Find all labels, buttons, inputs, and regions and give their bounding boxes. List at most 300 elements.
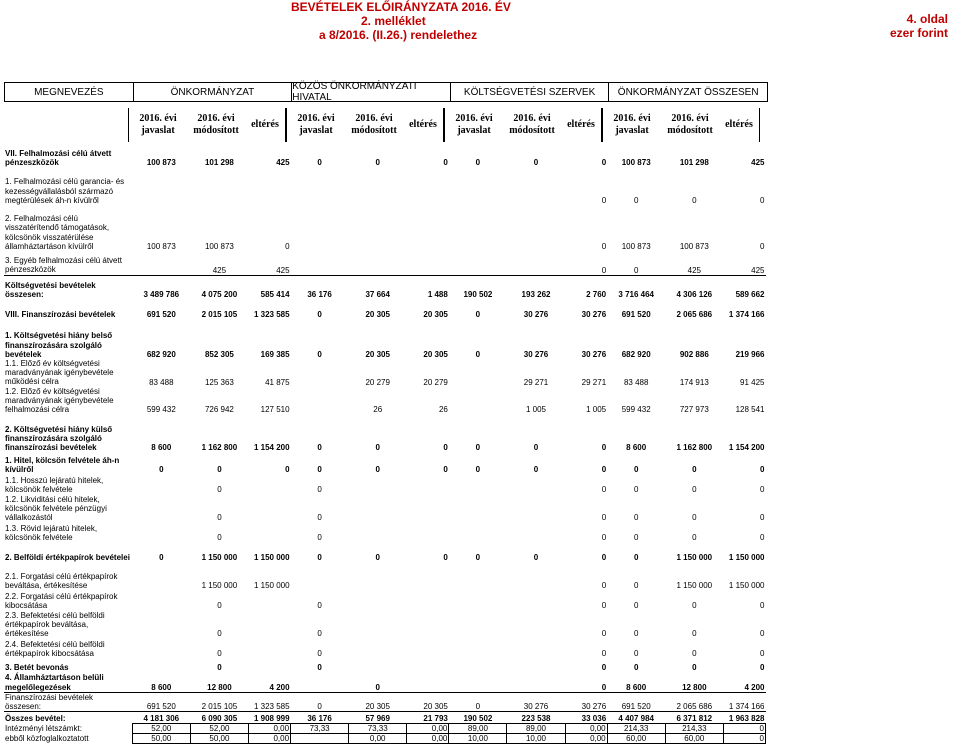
value-cell: 4 075 200	[190, 275, 248, 299]
value-cell: 0	[760, 242, 765, 251]
value-cell	[291, 734, 349, 744]
table-row	[4, 251, 766, 275]
value-cell: 4 200	[744, 682, 765, 692]
value-cell: 37 664	[349, 275, 407, 299]
row-label: Összes bevétel:	[4, 712, 132, 724]
value-cell	[291, 672, 349, 692]
value-cell: 0	[723, 734, 765, 744]
value-cell	[507, 610, 565, 638]
value-cell: 0	[317, 663, 322, 673]
value-cell: 0	[443, 158, 448, 167]
value-cell: 30 276	[581, 350, 607, 359]
value-cell: 726 942	[204, 405, 234, 415]
value-cell: 0	[533, 553, 539, 563]
value-cell: 4 306 126	[665, 275, 723, 299]
value-cell: 0	[285, 465, 290, 475]
subheader-cell: 2016. évi javaslat	[455, 113, 493, 136]
value-cell	[507, 562, 565, 590]
value-cell: 30 276	[565, 692, 607, 711]
value-cell	[449, 562, 507, 590]
value-cell: 0	[760, 465, 765, 475]
table-row	[4, 712, 766, 724]
value-cell	[407, 672, 449, 692]
value-cell: 682 920	[146, 350, 176, 359]
value-cell: 0	[601, 649, 607, 659]
value-cell: 0	[291, 692, 349, 711]
row-label: 2.3. Befektetési célú belföldi értékpapírok beváltása, értékesítése	[5, 610, 105, 639]
row-label: 2.1. Forgatási célú értékpapírok beváltása, értékesítése	[5, 571, 118, 591]
value-cell	[449, 474, 507, 494]
value-cell: 0	[723, 724, 765, 734]
value-cell: 0	[159, 465, 164, 475]
value-cell: 1 908 999	[248, 712, 290, 724]
value-cell: 1 374 166	[728, 310, 765, 319]
value-cell: 0	[601, 601, 607, 611]
value-cell: 0,00	[407, 734, 449, 744]
col-group-kozos-hivatal: KÖZÖS ÖNKORMÁNYZATI HIVATAL	[292, 83, 451, 101]
value-cell: 20 279	[423, 377, 448, 387]
value-cell	[132, 251, 190, 275]
row-label: 1.2. Előző év költségvetési maradványának igénybevétele felhalmozási célra	[5, 386, 114, 415]
value-cell	[248, 474, 290, 494]
value-cell: 8 600	[151, 682, 172, 692]
value-cell: 3 716 464	[607, 275, 665, 299]
value-cell: 57 969	[349, 712, 407, 724]
value-cell: 1 005	[586, 405, 607, 415]
value-cell: 0	[375, 553, 380, 563]
group-header	[4, 82, 768, 102]
value-cell	[449, 610, 507, 638]
value-cell: 0	[692, 465, 697, 475]
value-cell	[349, 562, 407, 590]
value-cell	[507, 474, 565, 494]
table-row	[4, 522, 766, 542]
value-cell: 20 305	[423, 350, 448, 359]
value-cell: 100 873	[679, 242, 709, 251]
value-cell: 89,00	[507, 724, 565, 734]
value-cell: 0	[475, 443, 481, 453]
value-cell: 0	[443, 553, 448, 563]
value-cell: 682 920	[621, 350, 651, 359]
value-cell	[449, 638, 507, 658]
value-cell: 0	[317, 513, 322, 523]
value-cell: 0	[692, 196, 697, 205]
table-row	[4, 658, 766, 672]
row-label: 4. Államháztartáson belüli megelőlegezések	[5, 673, 104, 692]
value-cell: 0	[317, 601, 322, 611]
value-cell: 125 363	[204, 377, 234, 387]
value-cell: 30 276	[523, 350, 549, 359]
row-label: VII. Felhalmozási célú átvett pénzeszközök	[5, 148, 112, 167]
value-cell	[507, 167, 565, 205]
value-cell: 1 154 200	[253, 443, 290, 453]
value-cell: 0	[760, 485, 765, 495]
value-cell: 0	[633, 553, 639, 563]
value-cell: 0	[760, 513, 765, 523]
value-cell	[349, 205, 407, 251]
value-cell: 223 538	[507, 712, 565, 724]
value-cell: 425	[212, 265, 227, 275]
value-cell: 0,00	[565, 724, 607, 734]
value-cell: 169 385	[260, 350, 290, 359]
sub-header	[128, 108, 766, 142]
subheader-group	[602, 108, 760, 142]
value-cell: 2 760	[565, 275, 607, 299]
value-cell: 0	[692, 485, 697, 495]
value-cell	[407, 610, 449, 638]
value-cell: 60,00	[607, 734, 665, 744]
value-cell	[407, 494, 449, 522]
value-cell: 1 150 000	[253, 581, 290, 591]
value-cell: 425	[751, 265, 765, 275]
value-cell: 20 305	[407, 692, 449, 711]
value-cell: 0	[601, 663, 607, 673]
table-row	[4, 724, 766, 734]
value-cell: 0	[317, 443, 322, 453]
value-cell	[349, 474, 407, 494]
value-cell: 0	[217, 485, 222, 495]
subheader-cell: eltérés	[409, 119, 437, 130]
value-cell: 2 015 105	[201, 310, 238, 319]
value-cell: 727 973	[679, 405, 709, 415]
subheader-cell: 2016. évi javaslat	[297, 113, 335, 136]
value-cell: 0,00	[248, 734, 290, 744]
value-cell: 0	[443, 465, 448, 475]
value-cell: 0	[217, 663, 222, 673]
value-cell: 585 414	[248, 275, 290, 299]
value-cell: 425	[276, 158, 290, 167]
value-cell: 0	[475, 350, 481, 359]
row-label: Finanszírozási bevételek összesen:	[4, 692, 132, 711]
value-cell	[132, 610, 190, 638]
value-cell: 26	[373, 405, 383, 415]
value-cell: 26	[438, 405, 448, 415]
value-cell: 12 800	[682, 682, 707, 692]
row-label: 1.1. Előző év költségvetési maradványának igénybevétele működési célra	[5, 359, 114, 387]
value-cell: 0	[317, 629, 322, 639]
value-cell: 89,00	[449, 724, 507, 734]
value-cell: 1 150 000	[201, 553, 238, 563]
value-cell: 3 489 786	[132, 275, 190, 299]
value-cell	[507, 494, 565, 522]
value-cell: 0	[633, 601, 639, 611]
value-cell: 1 323 585	[253, 310, 290, 319]
value-cell: 1 150 000	[201, 581, 238, 591]
row-label: 1. Felhalmozási célú garancia- és kezességvállalásból származó megtérülések áh-n kívülről	[5, 177, 125, 205]
value-cell: 902 886	[679, 350, 709, 359]
value-cell: 83 488	[149, 377, 174, 387]
value-cell	[449, 251, 507, 275]
value-cell: 0	[475, 310, 481, 319]
value-cell	[507, 658, 565, 672]
value-cell	[449, 167, 507, 205]
value-cell: 1 150 000	[676, 581, 713, 591]
value-cell: 852 305	[204, 350, 234, 359]
value-cell: 0	[692, 533, 697, 543]
value-cell: 0	[375, 443, 380, 453]
value-cell	[349, 638, 407, 658]
table-row	[4, 672, 766, 692]
value-cell: 20 305	[349, 692, 407, 711]
value-cell: 0	[633, 581, 639, 591]
value-cell	[407, 522, 449, 542]
value-cell	[449, 359, 507, 387]
value-cell	[349, 251, 407, 275]
table-row	[4, 610, 766, 638]
value-cell: 6 371 812	[665, 712, 723, 724]
value-cell: 599 432	[146, 405, 176, 415]
value-cell: 0	[317, 533, 322, 543]
table-row	[4, 414, 766, 452]
value-cell: 20 279	[365, 377, 390, 387]
value-cell	[349, 658, 407, 672]
value-cell: 1 150 000	[728, 581, 765, 591]
value-cell: 0	[692, 513, 697, 523]
value-cell	[449, 672, 507, 692]
value-cell: 0	[601, 465, 607, 475]
value-cell: 101 298	[679, 158, 709, 167]
value-cell: 0	[217, 533, 222, 543]
value-cell	[132, 562, 190, 590]
value-cell: 100 873	[146, 242, 176, 251]
table-row	[4, 319, 766, 359]
value-cell: 0	[317, 553, 322, 563]
row-label: 1. Hitel, kölcsön felvétele áh-n kívülről	[5, 455, 120, 475]
value-cell: 425	[751, 158, 765, 167]
value-cell: 0	[601, 265, 607, 275]
value-cell: 0	[601, 158, 607, 167]
value-cell: 60,00	[665, 734, 723, 744]
value-cell: 12 800	[207, 682, 232, 692]
value-cell	[449, 387, 507, 415]
value-cell: 0	[692, 629, 697, 639]
value-cell: 0	[601, 553, 607, 563]
value-cell: 691 520	[607, 692, 665, 711]
value-cell: 1 150 000	[728, 553, 765, 563]
value-cell: 8 600	[626, 682, 647, 692]
subheader-group	[128, 108, 286, 142]
value-cell: 29 271	[581, 377, 607, 387]
value-cell: 21 793	[407, 712, 449, 724]
value-cell: 0	[159, 553, 164, 563]
value-cell: 100 873	[621, 158, 651, 167]
row-label: 2. Költségvetési hiány külső finanszírozására szolgáló finanszírozási bevételek	[5, 424, 113, 453]
table-row	[4, 359, 766, 387]
value-cell: 0	[692, 649, 697, 659]
value-cell: 0	[475, 553, 481, 563]
value-cell	[248, 610, 290, 638]
value-cell: 0	[317, 465, 322, 475]
value-cell: 0	[449, 692, 507, 711]
value-cell: 190 502	[449, 712, 507, 724]
table-row	[4, 299, 766, 319]
row-label: Intézményi létszámkt:	[5, 724, 82, 734]
value-cell: 0	[633, 196, 639, 205]
value-cell	[248, 167, 290, 205]
value-cell: 0	[601, 196, 607, 205]
value-cell: 0	[760, 629, 765, 639]
value-cell: 0	[633, 513, 639, 523]
value-cell: 0	[285, 242, 290, 251]
value-cell: 0	[217, 629, 222, 639]
value-cell	[407, 590, 449, 610]
value-cell: 4 407 984	[607, 712, 665, 724]
value-cell	[349, 610, 407, 638]
table-row	[4, 734, 766, 744]
value-cell: 193 262	[507, 275, 565, 299]
value-cell: 30 276	[523, 310, 549, 319]
value-cell: 214,33	[607, 724, 665, 734]
value-cell	[407, 167, 449, 205]
value-cell	[407, 638, 449, 658]
value-cell: 36 176	[291, 712, 349, 724]
value-cell	[349, 494, 407, 522]
value-cell: 0	[633, 533, 639, 543]
value-cell: 0	[475, 465, 481, 475]
value-cell	[248, 522, 290, 542]
value-cell	[507, 251, 565, 275]
value-cell	[449, 205, 507, 251]
value-cell: 0	[633, 465, 639, 475]
row-label: 2. Felhalmozási célú visszatérítendő támogatások, kölcsönök visszatérülése államháztartáson kívülről	[5, 214, 110, 251]
value-cell: 100 873	[204, 242, 234, 251]
value-cell: 1 488	[407, 275, 449, 299]
value-cell	[291, 562, 349, 590]
value-cell: 691 520	[132, 692, 190, 711]
value-cell: 4 200	[269, 682, 290, 692]
value-cell: 50,00	[190, 734, 248, 744]
value-cell: 0	[475, 158, 481, 167]
subheader-cell: 2016. évi módosított	[667, 113, 713, 136]
value-cell: 219 966	[735, 350, 765, 359]
decree-label: a 8/2016. (II.26.) rendelethez	[319, 28, 478, 42]
value-cell: 52,00	[132, 724, 190, 734]
value-cell	[132, 494, 190, 522]
value-cell: 0	[601, 682, 607, 692]
value-cell: 0	[317, 485, 322, 495]
value-cell: 30 276	[507, 692, 565, 711]
value-cell	[248, 590, 290, 610]
value-cell: 0	[601, 485, 607, 495]
value-cell: 0	[533, 158, 539, 167]
value-cell	[132, 658, 190, 672]
value-cell	[449, 590, 507, 610]
value-cell: 0	[533, 443, 539, 453]
table-row	[4, 474, 766, 494]
value-cell	[449, 658, 507, 672]
row-label: ebből közfoglalkoztatott	[5, 734, 89, 744]
value-cell: 0	[633, 485, 639, 495]
col-group-name: MEGNEVEZÉS	[5, 83, 134, 101]
value-cell	[507, 672, 565, 692]
value-cell: 0	[217, 465, 222, 475]
value-cell	[132, 167, 190, 205]
page-title: BEVÉTELEK ELŐIRÁNYZATA 2016. ÉV	[291, 0, 511, 14]
col-group-osszesen: ÖNKORMÁNYZAT ÖSSZESEN	[617, 86, 759, 98]
value-cell: 8 600	[151, 443, 172, 453]
value-cell	[349, 590, 407, 610]
value-cell: 100 873	[146, 158, 176, 167]
value-cell: 20 305	[423, 310, 448, 319]
value-cell: 0	[601, 443, 607, 453]
value-cell	[248, 494, 290, 522]
value-cell: 174 913	[679, 377, 709, 387]
subheader-cell: eltérés	[567, 119, 595, 130]
value-cell: 1 162 800	[676, 443, 713, 453]
value-cell: 91 425	[740, 377, 765, 387]
unit-label: ezer forint	[889, 26, 948, 40]
value-cell: 0	[760, 649, 765, 659]
value-cell: 6 090 305	[190, 712, 248, 724]
value-cell	[507, 590, 565, 610]
value-cell: 1 150 000	[676, 553, 713, 563]
value-cell: 190 502	[449, 275, 507, 299]
value-cell: 0	[217, 513, 222, 523]
value-cell: 0	[692, 663, 697, 673]
value-cell: 128 541	[735, 405, 765, 415]
value-cell	[132, 590, 190, 610]
value-cell: 0	[375, 158, 380, 167]
subheader-cell: eltérés	[251, 119, 279, 130]
value-cell: 50,00	[132, 734, 190, 744]
value-cell: 0	[317, 350, 322, 359]
row-label: 1.3. Rövid lejáratú hitelek, kölcsönök felvétele	[5, 523, 98, 543]
value-cell: 0	[633, 629, 639, 639]
page-ref	[890, 12, 948, 40]
table-row	[4, 167, 766, 205]
row-label: VIII. Finanszírozási bevételek	[5, 309, 116, 319]
value-cell	[291, 167, 349, 205]
table-row	[4, 692, 766, 711]
table-row	[4, 638, 766, 658]
value-cell	[291, 205, 349, 251]
subheader-cell: 2016. évi módosított	[509, 113, 555, 136]
col-group-koltsegvetesi-szervek: KÖLTSÉGVETÉSI SZERVEK	[451, 83, 610, 101]
value-cell: 41 875	[265, 377, 290, 387]
value-cell: 0	[601, 533, 607, 543]
value-cell: 0	[601, 581, 607, 591]
value-cell: 0	[443, 443, 448, 453]
value-cell: 0	[601, 629, 607, 639]
value-cell: 0	[760, 663, 765, 673]
value-cell: 0	[217, 649, 222, 659]
value-cell: 425	[687, 265, 701, 275]
subheader-group	[286, 108, 444, 142]
value-cell: 1 150 000	[253, 553, 290, 563]
value-cell	[507, 205, 565, 251]
value-cell	[507, 522, 565, 542]
value-cell: 30 276	[581, 310, 607, 319]
table-row	[4, 143, 766, 167]
value-cell: 0,00	[407, 724, 449, 734]
col-group-onkormanyzat: ÖNKORMÁNYZAT	[134, 83, 293, 101]
subheader-cell: eltérés	[725, 119, 753, 130]
value-cell: 8 600	[626, 443, 647, 453]
value-cell: 73,33	[349, 724, 407, 734]
revenue-table	[4, 143, 766, 744]
table-row	[4, 542, 766, 562]
value-cell: 0	[317, 649, 322, 659]
value-cell: 0	[317, 310, 322, 319]
value-cell: 0	[760, 196, 765, 205]
value-cell: 1 374 166	[723, 692, 765, 711]
value-cell	[349, 167, 407, 205]
value-cell: 0	[317, 158, 322, 167]
value-cell: 0	[692, 601, 697, 611]
value-cell	[132, 638, 190, 658]
value-cell	[291, 387, 349, 415]
value-cell: 599 432	[621, 405, 651, 415]
